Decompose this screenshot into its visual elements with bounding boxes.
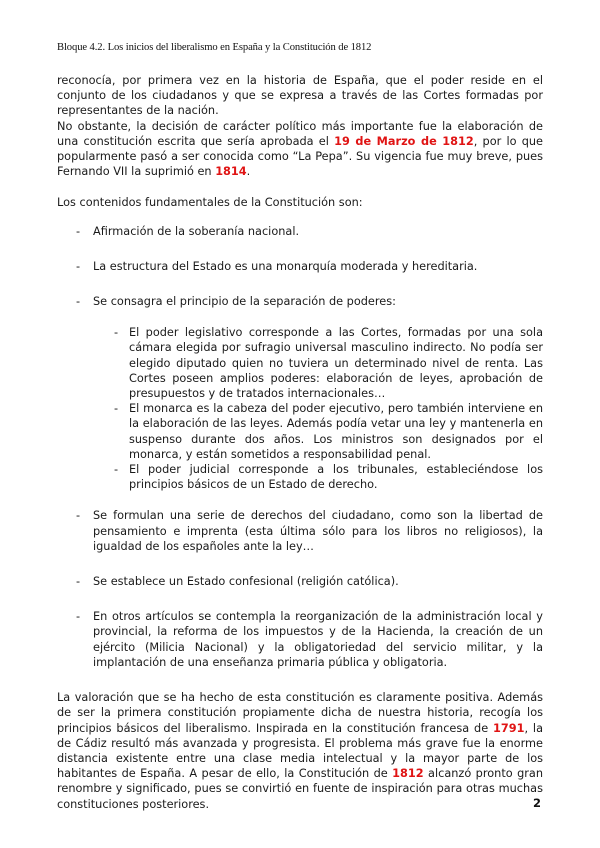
list-item-text: Se consagra el principio de la separación de poderes: (93, 295, 396, 309)
page-header: Bloque 4.2. Los inicios del liberalismo en España y la Constitución de 1812 (57, 42, 372, 53)
list-item: - En otros artículos se contempla la reorganización de la administración local y provincial, la reforma de los impuestos y de la Hacienda, la creación de un ejército (Milicia Nacional) y la obligatoriedad del servicio militar, y la implantación de una enseñanza primaria pública y obligatoria. (57, 609, 543, 670)
constitution-year: 1812 (392, 767, 424, 781)
page-number: 2 (533, 796, 542, 810)
list-item (57, 294, 543, 492)
approval-date: 19 de Marzo de 1812 (334, 134, 474, 148)
conclusion-text-b: , la de Cádiz resultó más avanzada y progresista. El problema más grave fue la enorme distancia existente entre una clase media intelectual y la mayor parte de los habitantes de España. A pesar de ello, la Constitución de (57, 721, 543, 781)
suppression-year: 1814 (215, 165, 247, 179)
conclusion-paragraph (57, 690, 543, 812)
list-item: - La estructura del Estado es una monarquía moderada y hereditaria. (57, 259, 543, 274)
intro-paragraph-1: reconocía, por primera vez en la historia de España, que el poder reside en el conjunto de los ciudadanos y que se expresa a través de las Cortes formadas por representantes de la nación. (57, 74, 543, 118)
intro-text-c: . (246, 165, 251, 179)
list-item: - Afirmación de la soberanía nacional. (57, 224, 543, 239)
conclusion-text-c: alcanzó pronto gran renombre y significado, pues se convirtió en fuente de inspiración para otras muchas constituciones posteriores. (57, 767, 543, 811)
sublist-item: - El poder legislativo corresponde a las Cortes, formadas por una sola cámara elegida por sufragio universal masculino indirecto. No podía ser elegido diputado quien no tuviera un determinado nivel de renta. Las Cortes poseen amplios poderes: elaboración de leyes, aprobación de presupuestos y de tratados internacionales… (93, 325, 543, 401)
powers-sublist (93, 325, 543, 492)
list-item: - Se formulan una serie de derechos del ciudadano, como son la libertad de pensamiento e imprenta (esta última sólo para los libros no religiosos), la igualdad de los españoles ante la ley… (57, 508, 543, 554)
intro-text-a: No obstante, la decisión de carácter político más importante fue la elaboración de una constitución escrita que sería aprobada el (57, 119, 543, 148)
french-constitution-year: 1791 (493, 721, 525, 735)
sublist-item: - El poder judicial corresponde a los tribunales, estableciéndose los principios básicos de un Estado de derecho. (93, 462, 543, 492)
document-body (57, 73, 543, 812)
intro-paragraph-2 (57, 119, 543, 180)
sublist-item: - El monarca es la cabeza del poder ejecutivo, pero también interviene en la elaboración de las leyes. Además podía vetar una ley y mantenerla en suspenso durante dos años. Los ministros son designados por el monarca, y están sometidos a responsabilidad penal. (93, 401, 543, 462)
contents-list (57, 224, 543, 670)
conclusion-text-a: La valoración que se ha hecho de esta constitución es claramente positiva. Además de ser la primera constitución propiamente dicha de nuestra historia, recogía los principios básicos del liberalismo. Inspirada en la constitución francesa de (57, 691, 543, 735)
contents-title: Los contenidos fundamentales de la Constitución son: (57, 196, 363, 210)
intro-text-b: , por lo que popularmente pasó a ser conocida como “La Pepa”. Su vigencia fue muy breve, pues Fernando VII la suprimió en (57, 134, 543, 179)
list-item: - Se establece un Estado confesional (religión católica). (57, 574, 543, 589)
